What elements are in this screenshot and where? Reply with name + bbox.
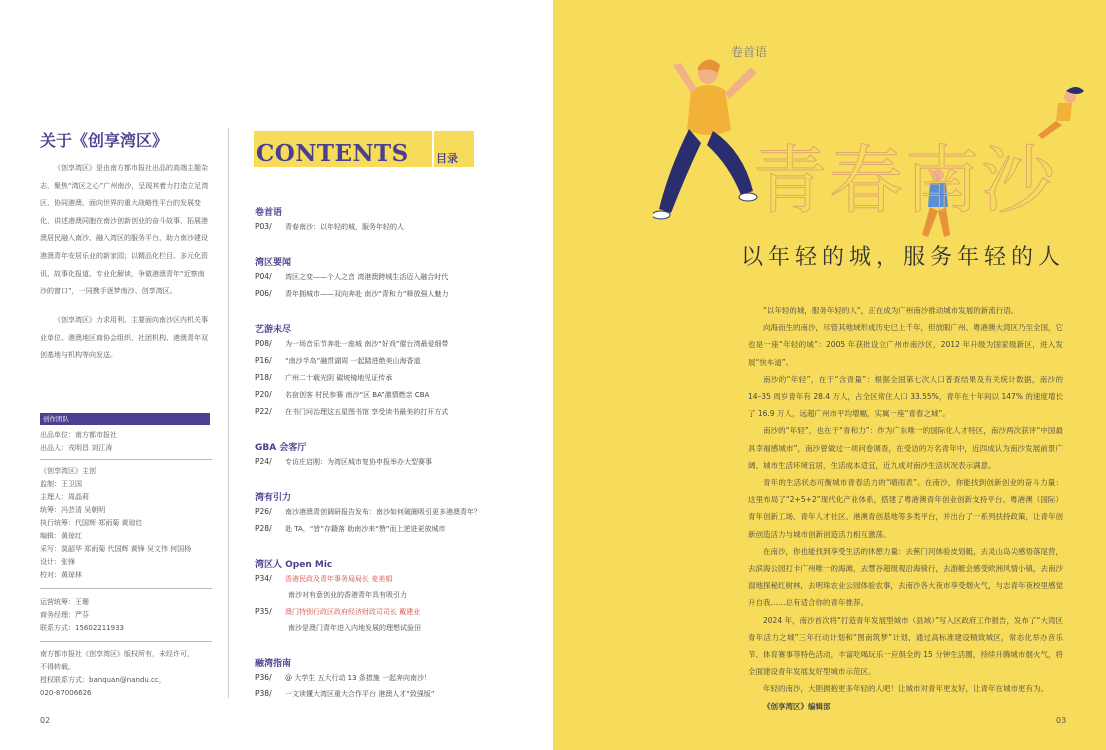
- copyright-line: 南方都市报社《创享湾区》版权所有，未经许可，: [40, 650, 194, 658]
- ops-line: 联系方式：15602211933: [40, 624, 124, 632]
- producer-line: 出品人：戎明昌 刘江涛: [40, 444, 113, 452]
- divider: [40, 459, 212, 460]
- toc-page: P06/: [255, 289, 272, 298]
- section-title: GBA 会客厅: [255, 443, 307, 453]
- toc-page: P22/: [255, 407, 272, 416]
- page-number-left: 02: [40, 716, 51, 725]
- toc-page: P24/: [255, 457, 272, 466]
- toc-text: 广州二十载光阴 碳坡镜地见证传承: [285, 374, 393, 382]
- ops-line: 运营统筹：王珊: [40, 598, 89, 606]
- section-title: 湾区要闻: [255, 258, 292, 268]
- toc-text: 一文读懂大湾区重大合作平台 港澳人才“致强版”: [285, 690, 435, 698]
- editorial-paragraph: 南沙的“年轻”，也在于“青和力”：作为广东唯一的国际化人才特区，南沙两次获评“中国最具幸福感城市”，南沙曾做过一项问卷调查，在受访的万名青年中，近四成认为南沙发展前景广阔、城市生活环境宜居，生活成本适宜，近九成对南沙生活状况表示满意。: [748, 426, 1063, 470]
- editorial-paragraph: 青年的生活状态可衡城市青春活力的“晴雨表”。在南沙，你能找到创新创业的奋斗力量：这里布局了“2+5+2”现代化产业体系，搭建了粤港澳青年创业创新支持平台、粤港澳（国际）青年创新工场、青年人才社区、港澳青创基地等多类平台，并出台了一系列扶持政策，让青年创新创造活力与城市创新创造活力相互激荡。: [748, 478, 1063, 539]
- toc-subtext: 南沙是澳门青年进入内地发展的理想试验田: [288, 624, 421, 632]
- toc-text: @ 大学生 五大行动 13 条措施 一起奔向南沙！: [285, 674, 432, 682]
- toc-text: 在书门问治理这五星图书馆 享受读书最美的打开方式: [285, 408, 449, 416]
- section-title: 湾有引力: [255, 493, 292, 503]
- publisher-line: 出品单位：南方都市报社: [40, 431, 117, 439]
- toc-text: “南沙半岛”融贯湖周 一起踏进绝美山海香道: [285, 357, 421, 365]
- toc-page: P16/: [255, 356, 272, 365]
- ops-line: 商务经理：严芬: [40, 611, 89, 619]
- team-bar: 创作团队: [40, 413, 210, 425]
- toc-page: P08/: [255, 339, 272, 348]
- contents-subheading: 目录: [436, 152, 458, 165]
- section-title: 融湾指南: [255, 659, 292, 669]
- copyright-line: 020-87006626: [40, 689, 92, 697]
- section-title: 艺游未尽: [255, 325, 292, 335]
- toc-entry[interactable]: [255, 289, 448, 299]
- toc-entry[interactable]: [255, 673, 431, 683]
- toc-entry[interactable]: [255, 507, 481, 517]
- staff-line: 《创享湾区》主创: [40, 467, 96, 475]
- toc-subtext: 南沙对有意创业的香港青年具有吸引力: [288, 591, 407, 599]
- toc-text: 湾区之变——个人之音 湾港澳跨城生活迈入融合时代: [285, 273, 449, 281]
- toc-page: P38/: [255, 689, 272, 698]
- toc-entry[interactable]: [255, 407, 448, 417]
- toc-page: P34/: [255, 574, 272, 583]
- toc-text: 为一场音乐节奔赴一座城 南沙“好戏”催台湾最爱细带: [285, 340, 449, 348]
- about-paragraph-1: 《创享湾区》是由南方都市报社出品的高端主题杂志，聚焦“湾区之心”广州南沙，呈现其着力打造立足湾区、协同港澳、面向世界的重大战略性平台的发展变化，讲述港澳同胞在南沙创新创业的奋斗故事，拓展港澳居民融入南沙、融入湾区的服务平台，助力南沙建设港澳青年安居乐业的新家园；以精品化栏目、多元化资讯、故事化报道、专业化解读，争做港澳青年“近察南沙的窗口”，一同携手逐梦南沙、创享湾区。: [40, 164, 209, 296]
- copyright-line: 授权联系方式：banquan@nandu.cc，: [40, 676, 166, 684]
- editorial-paragraph: 在南沙，你也能找到享受生活的休憩力量：去蕉门河体验皮划艇，去灵山岛尖感悟落尾营，去滨海公园打卡广州唯一的海滩，去慧谷超级观沿海骑行，去游艇会感受欧洲风情小镇，去南沙湿地探秘红树林，去明珠农业公园体验农事，去南沙各大夜市享受烟火气，与志青年夜校里感觉升自我……总有适合你的青年推荐。: [748, 546, 1063, 608]
- editorial-paragraph: “以年轻的城，服务年轻的人”，正在成为广州南沙推动城市发展的新流行语。: [763, 306, 1019, 315]
- editorial-big-title: 青春南沙: [753, 138, 1057, 224]
- toc-page: P20/: [255, 390, 272, 399]
- toc-entry[interactable]: [255, 272, 448, 282]
- toc-text: 青年拥城市——双向奔赴 南沙“青和力”释放强人魅力: [285, 290, 449, 298]
- toc-page: P18/: [255, 373, 272, 382]
- staff-line: 统筹：冯芸清 吴朝明: [40, 506, 106, 514]
- toc-page: P26/: [255, 507, 272, 516]
- editorial-paragraph: 向海而生的南沙，尽管其地域形成历史已上千年，但放眼广州、粤港澳大湾区乃至全国，它也是一座“年轻的城”：2005 年获批设立广州市南沙区，2012 年升级为国家级新区，进入发展“快车道”。: [748, 323, 1063, 367]
- toc-text: 专访庄启刚：为湾区城市复协申报举办大型赛事: [285, 458, 432, 466]
- contents-heading: CONTENTS: [256, 140, 409, 167]
- editorial-paragraph: 南沙的“年轻”，在于“含青量”：根据全国第七次人口普查结果及有关统计数据，南沙的 14–35 周岁青年有 28.4 万人，占全区常住人口 33.55%，青年在十年间以 147% 的速度增长了 16.9 万人，远超广州市平均增幅，实属一座“青春之城”。: [748, 374, 1063, 419]
- toc-page: P03/: [255, 222, 272, 231]
- about-paragraph-2: 《创享湾区》力求用利、主要面向南沙区内机关事业单位、港澳地区商协会组织、社团机构、港澳青年双创基地与机构等向发送。: [40, 316, 208, 360]
- staff-line: 采写：莫韶华 郑雨菊 代国辉 黄锋 吴文伟 何国杨: [40, 545, 192, 553]
- toc-text: 赴 TA，“皆”存籍落 助南沙来“赞”而上逆进更放城市: [285, 525, 446, 533]
- toc-speaker: 香港民政及青年事务局局长 麦美娟: [285, 575, 393, 583]
- toc-text: 青春南沙：以年轻的城，服务年轻的人: [285, 223, 404, 231]
- toc-entry[interactable]: [255, 390, 429, 400]
- copyright-line: 不得转载。: [40, 663, 75, 671]
- toc-entry[interactable]: [255, 222, 404, 232]
- toc-entry[interactable]: [255, 339, 448, 349]
- editorial-body: [748, 302, 1063, 715]
- section-title: 湾区人 Open Mic: [255, 560, 333, 570]
- toc-entry[interactable]: [255, 457, 432, 467]
- toc-entry[interactable]: [255, 574, 392, 584]
- toc-entry[interactable]: [255, 373, 392, 383]
- toc-page: P04/: [255, 272, 272, 281]
- section-title: 卷首语: [255, 208, 283, 218]
- editorial-paragraph: 年轻的南沙，大胆拥抱更多年轻的人吧！让城市对青年更友好，让青年在城市更有为。: [763, 684, 1048, 694]
- toc-page: P35/: [255, 607, 272, 616]
- divider: [40, 641, 212, 642]
- staff-line: 执行统筹：代国辉 郑雨菊 黄琼红: [40, 519, 143, 527]
- staff-line: 主理人：周晶莉: [40, 493, 89, 501]
- editorial-subtitle: 以年轻的城，服务年轻的人: [741, 245, 1066, 270]
- toc-entry[interactable]: [255, 607, 420, 617]
- toc-page: P28/: [255, 524, 272, 533]
- toc-entry[interactable]: [255, 356, 420, 366]
- page-number-right: 03: [1056, 716, 1067, 725]
- toc-speaker: 澳门特别行政区政府经济财政司司长 戴建业: [285, 608, 421, 616]
- toc-entry[interactable]: [255, 689, 434, 699]
- divider: [40, 588, 212, 589]
- toc-text: 名宿创客 村民参赛 南沙“区 BA”激情燃亲 CBA: [285, 391, 430, 399]
- editorial-label: 卷首语: [731, 45, 768, 59]
- staff-line: 监制：王卫国: [40, 480, 82, 488]
- toc-text: 南沙港澳青创调研报告发布：南沙如何破圈吸引更多港澳青年？: [285, 508, 481, 516]
- right-page: [553, 0, 1106, 750]
- toc-entry[interactable]: [255, 524, 445, 534]
- column-divider: [228, 128, 229, 698]
- editorial-paragraph: 2024 年，南沙首次将“打造青年发展型城市（县域）”写入区政府工作报告，发布了“大湾区青年活力之城”三年行动计划和“图南筑梦”计划，通过高标准建设精致城区，常态化举办音乐节、体育赛事等特色活动，丰富吃喝玩乐一应俱全的 15 分钟生活圈，持续升腾城市烟火气，将全面建设青年发展友好型城市示范区。: [748, 615, 1063, 677]
- about-title: 关于《创享湾区》: [40, 131, 169, 150]
- staff-line: 编辑：黄琼红: [40, 532, 82, 540]
- staff-line: 设计：张锋: [40, 558, 75, 566]
- editorial-signature: 《创享湾区》编辑部: [763, 701, 831, 711]
- toc-page: P36/: [255, 673, 272, 682]
- staff-line: 校对：黄琼林: [40, 571, 82, 579]
